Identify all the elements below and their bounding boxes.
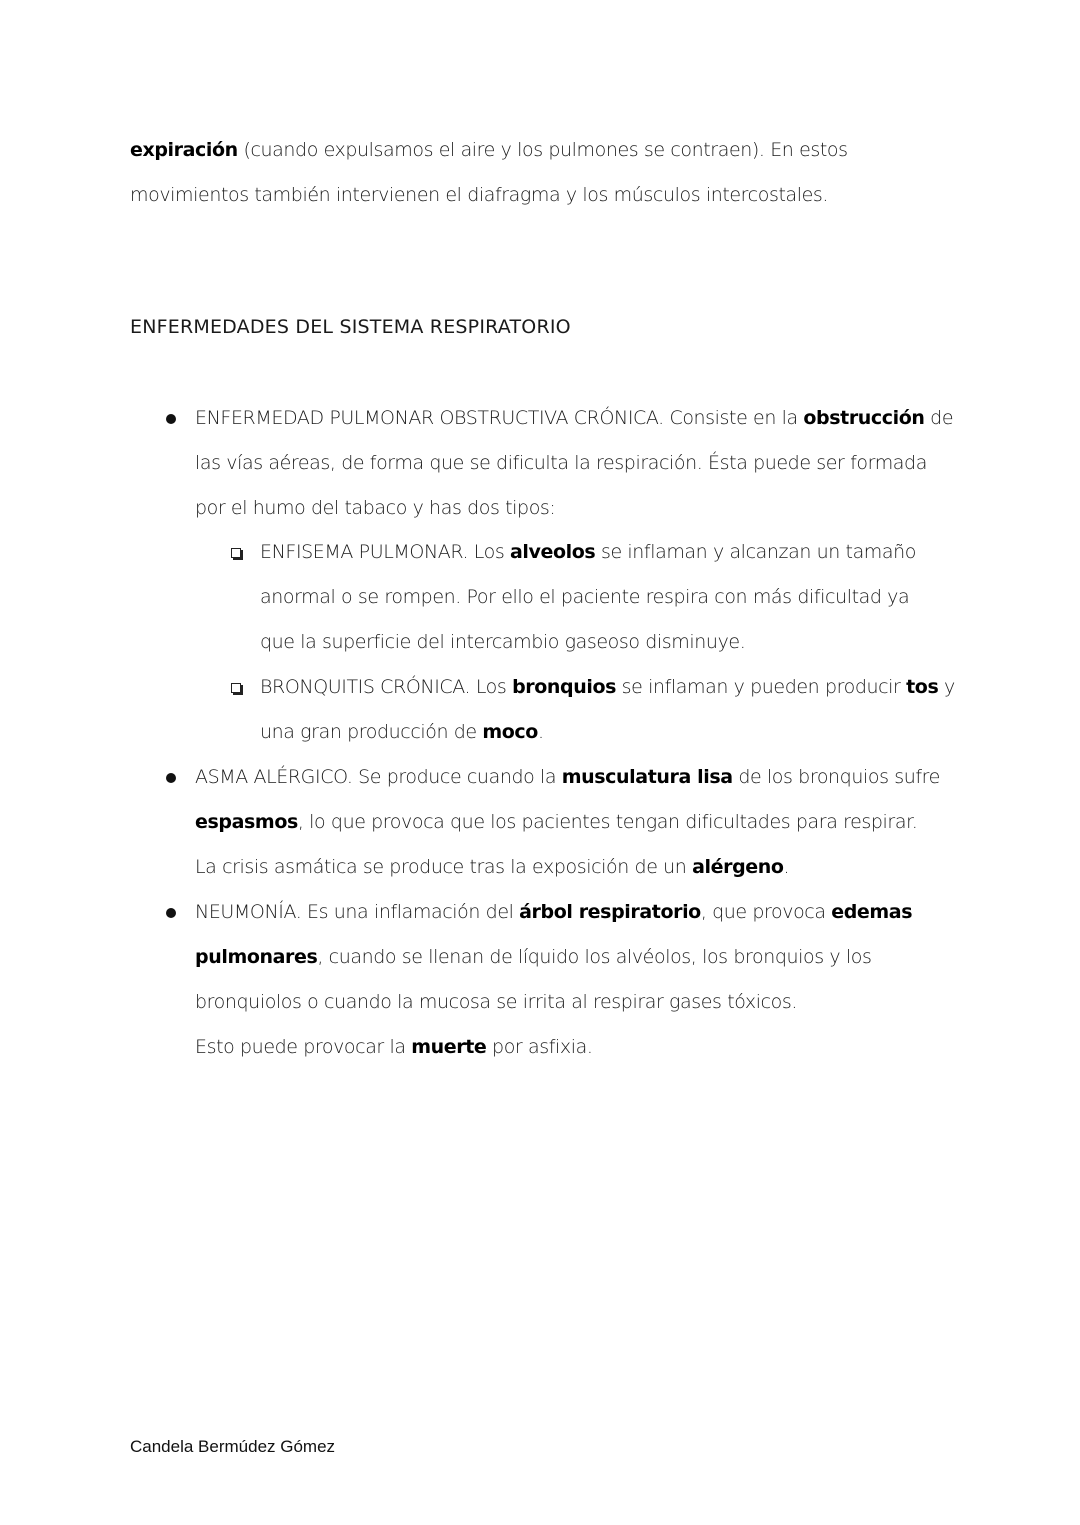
text: una gran producción de xyxy=(260,721,483,743)
section-heading: ENFERMEDADES DEL SISTEMA RESPIRATORIO xyxy=(130,316,571,338)
bold-term: pulmonares xyxy=(195,946,318,968)
text: , que provoca xyxy=(700,901,832,923)
text: por asfixia. xyxy=(486,1036,593,1058)
bold-term: edemas xyxy=(831,901,913,923)
text: . xyxy=(783,856,790,878)
bullet-3-line-2 xyxy=(195,946,871,968)
bold-term: expiración xyxy=(130,139,238,161)
text: ENFERMEDAD PULMONAR OBSTRUCTIVA CRÓNICA. Consiste en la xyxy=(195,407,804,429)
sub-bullet-1-line-1 xyxy=(260,541,916,563)
bold-term: musculatura lisa xyxy=(561,766,733,788)
bullet-dot-icon xyxy=(166,908,176,918)
bold-term: moco xyxy=(482,721,538,743)
sub-bullet-1-line-2: anormal o se rompen. Por ello el paciente respira con más dificultad ya xyxy=(260,586,910,608)
text: Esto puede provocar la xyxy=(195,1036,412,1058)
bullet-2-line-2 xyxy=(195,811,917,833)
intro-line-2: movimientos también intervienen el diafragma y los músculos intercostales. xyxy=(130,184,829,206)
bold-term: obstrucción xyxy=(803,407,925,429)
text: (cuando expulsamos el aire y los pulmones se contraen). En estos xyxy=(237,139,848,161)
text: ASMA ALÉRGICO. Se produce cuando la xyxy=(195,766,562,788)
text: . xyxy=(537,721,544,743)
text: NEUMONÍA. Es una inflamación del xyxy=(195,901,520,923)
text: , cuando se llenan de líquido los alvéolos, los bronquios y los xyxy=(317,946,872,968)
bold-term: árbol respiratorio xyxy=(519,901,701,923)
text: BRONQUITIS CRÓNICA. Los xyxy=(260,676,513,698)
bold-term: espasmos xyxy=(195,811,298,833)
text: de xyxy=(924,407,954,429)
bullet-3-line-1 xyxy=(195,901,912,923)
bold-term: alérgeno xyxy=(692,856,784,878)
bullet-dot-icon xyxy=(166,773,176,783)
sub-bullet-1-line-3: que la superficie del intercambio gaseoso disminuye. xyxy=(260,631,746,653)
text: La crisis asmática se produce tras la exposición de un xyxy=(195,856,693,878)
bullet-1-line-3: por el humo del tabaco y has dos tipos: xyxy=(195,497,556,519)
sub-bullet-2-line-1 xyxy=(260,676,955,698)
bullet-2-line-1 xyxy=(195,766,940,788)
bold-term: tos xyxy=(906,676,939,698)
bullet-3-line-3: bronquiolos o cuando la mucosa se irrita al respirar gases tóxicos. xyxy=(195,991,798,1013)
bold-term: bronquios xyxy=(512,676,617,698)
intro-line-1 xyxy=(130,139,848,161)
footer-author: Candela Bermúdez Gómez xyxy=(130,1437,336,1456)
text: se inflaman y alcanzan un tamaño xyxy=(595,541,917,563)
bold-term: muerte xyxy=(411,1036,487,1058)
text: , lo que provoca que los pacientes tengan dificultades para respirar. xyxy=(297,811,918,833)
text: ENFISEMA PULMONAR. Los xyxy=(260,541,510,563)
bold-term: alveolos xyxy=(509,541,596,563)
text: se inflaman y pueden producir xyxy=(616,676,907,698)
text: de los bronquios sufre xyxy=(732,766,940,788)
sub-bullet-2-line-2 xyxy=(260,721,544,743)
square-bullet-icon xyxy=(231,683,241,693)
bullet-dot-icon xyxy=(166,414,176,424)
bullet-3-line-4 xyxy=(195,1036,593,1058)
bullet-2-line-3 xyxy=(195,856,789,878)
text: y xyxy=(938,676,955,698)
square-bullet-icon xyxy=(231,548,241,558)
bullet-1-line-1 xyxy=(195,407,953,429)
bullet-1-line-2: las vías aéreas, de forma que se dificulta la respiración. Ésta puede ser formada xyxy=(195,452,927,474)
